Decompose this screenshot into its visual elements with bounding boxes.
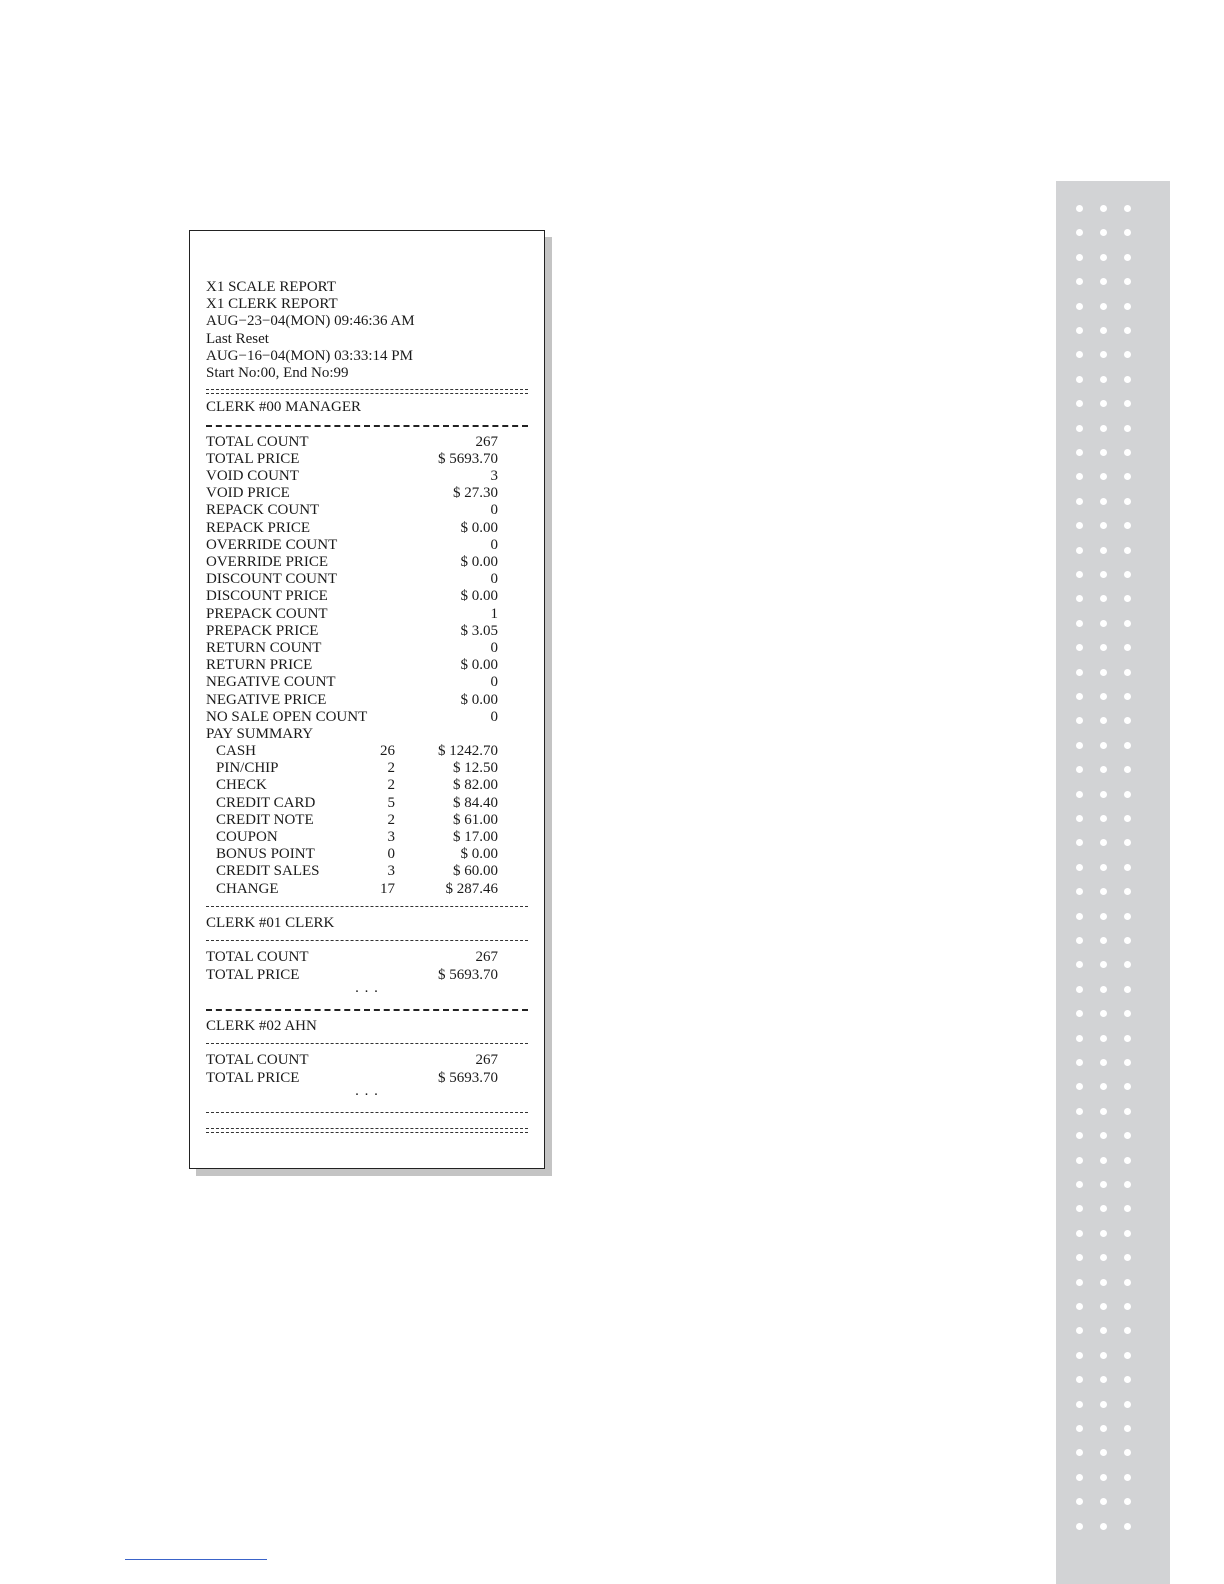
- row-count: 5: [387, 794, 395, 811]
- strip-dot: [1100, 766, 1107, 773]
- report-row: [206, 709, 536, 726]
- strip-dot: [1100, 473, 1107, 480]
- strip-dot: [1100, 1425, 1107, 1432]
- row-count: 2: [387, 777, 395, 794]
- strip-dot: [1100, 278, 1107, 285]
- strip-dot: [1124, 522, 1131, 529]
- row-label: CREDIT SALES: [216, 863, 320, 880]
- pay-row: [206, 743, 536, 760]
- strip-dot: [1100, 937, 1107, 944]
- strip-dot: [1076, 229, 1083, 236]
- pay-row: [206, 760, 536, 777]
- strip-dot: [1076, 1425, 1083, 1432]
- strip-dot: [1076, 205, 1083, 212]
- strip-dot: [1100, 1327, 1107, 1334]
- strip-dot: [1100, 205, 1107, 212]
- strip-dot: [1124, 1010, 1131, 1017]
- strip-dot: [1100, 595, 1107, 602]
- strip-dot: [1124, 473, 1131, 480]
- row-label: CHECK: [216, 777, 267, 794]
- strip-dot: [1076, 1205, 1083, 1212]
- strip-dot: [1100, 1010, 1107, 1017]
- row-label: REPACK PRICE: [206, 519, 311, 536]
- strip-dot: [1124, 1327, 1131, 1334]
- strip-dot: [1100, 400, 1107, 407]
- strip-dot: [1124, 547, 1131, 554]
- row-value: 0: [490, 674, 498, 691]
- row-label: PREPACK COUNT: [206, 605, 328, 622]
- strip-dot: [1076, 1401, 1083, 1408]
- strip-dot: [1124, 595, 1131, 602]
- strip-dot: [1076, 742, 1083, 749]
- row-value: $ 3.05: [460, 622, 498, 639]
- strip-dot: [1124, 839, 1131, 846]
- row-value: 0: [490, 571, 498, 588]
- report-row: [206, 588, 536, 605]
- row-value: 0: [490, 708, 498, 725]
- report-row: [206, 949, 536, 966]
- report-row: [206, 571, 536, 588]
- pay-row: [206, 863, 536, 880]
- strip-dot: [1100, 1449, 1107, 1456]
- row-value: $ 61.00: [453, 811, 498, 828]
- strip-dot: [1076, 571, 1083, 578]
- strip-dot: [1124, 498, 1131, 505]
- strip-dot: [1124, 1132, 1131, 1139]
- strip-dot: [1124, 961, 1131, 968]
- row-label: CREDIT NOTE: [216, 811, 314, 828]
- strip-dot: [1100, 1401, 1107, 1408]
- row-value: 0: [490, 502, 498, 519]
- row-label: DISCOUNT COUNT: [206, 571, 337, 588]
- row-value: $ 0.00: [460, 554, 498, 570]
- strip-dot: [1124, 937, 1131, 944]
- strip-dot: [1100, 522, 1107, 529]
- strip-dot: [1076, 1254, 1083, 1261]
- strip-dot: [1124, 449, 1131, 456]
- pay-row: [206, 829, 536, 846]
- pay-row: [206, 777, 536, 794]
- row-value: $ 5693.70: [438, 450, 498, 467]
- strip-dot: [1076, 547, 1083, 554]
- strip-dot: [1124, 1205, 1131, 1212]
- strip-dot: [1100, 791, 1107, 798]
- strip-dot: [1124, 644, 1131, 651]
- strip-dot: [1100, 351, 1107, 358]
- row-value: $ 5693.70: [438, 1069, 498, 1086]
- row-label: OVERRIDE PRICE: [206, 554, 329, 570]
- row-value: 267: [475, 433, 498, 450]
- strip-dot: [1076, 327, 1083, 334]
- report-row: [206, 554, 536, 571]
- pay-row: [206, 881, 536, 898]
- strip-dot: [1124, 815, 1131, 822]
- row-label: CASH: [216, 743, 257, 760]
- strip-dot: [1100, 1498, 1107, 1505]
- row-label: NEGATIVE COUNT: [206, 674, 336, 691]
- row-label: CREDIT CARD: [216, 794, 316, 811]
- strip-dot: [1100, 888, 1107, 895]
- strip-dot: [1076, 1327, 1083, 1334]
- range-line: Start No:00, End No:99: [206, 364, 349, 381]
- strip-dot: [1100, 644, 1107, 651]
- strip-dot: [1100, 1035, 1107, 1042]
- row-label: CHANGE: [216, 880, 279, 897]
- strip-dot: [1076, 620, 1083, 627]
- strip-dot: [1124, 1254, 1131, 1261]
- strip-dot: [1076, 1059, 1083, 1066]
- strip-dot: [1124, 1523, 1131, 1530]
- row-value: $ 1242.70: [438, 743, 498, 760]
- strip-dot: [1124, 717, 1131, 724]
- dash-rule: [206, 932, 536, 949]
- bold-rule: [206, 1001, 536, 1018]
- strip-dot: [1100, 742, 1107, 749]
- strip-dot: [1100, 669, 1107, 676]
- strip-dot: [1076, 937, 1083, 944]
- row-value: 267: [475, 949, 498, 966]
- strip-dot: [1100, 1157, 1107, 1164]
- strip-dot: [1076, 595, 1083, 602]
- double-rule: [206, 382, 536, 399]
- row-label: DISCOUNT PRICE: [206, 588, 328, 605]
- strip-dot: [1124, 1303, 1131, 1310]
- strip-dot: [1076, 913, 1083, 920]
- row-label: TOTAL COUNT: [206, 1052, 309, 1069]
- row-value: $ 5693.70: [438, 966, 498, 983]
- strip-dot: [1100, 1376, 1107, 1383]
- strip-dot: [1100, 1205, 1107, 1212]
- pay-row: [206, 795, 536, 812]
- row-value: 267: [475, 1052, 498, 1069]
- clerk-0-title: CLERK #00 MANAGER: [206, 399, 362, 416]
- strip-dot: [1124, 571, 1131, 578]
- strip-dot: [1076, 351, 1083, 358]
- row-label: NO SALE OPEN COUNT: [206, 708, 368, 725]
- row-value: $ 17.00: [453, 829, 498, 845]
- strip-dot: [1124, 864, 1131, 871]
- row-label: REPACK COUNT: [206, 502, 320, 519]
- row-label: RETURN PRICE: [206, 657, 313, 674]
- report-row: [206, 520, 536, 537]
- strip-dot: [1076, 1181, 1083, 1188]
- report-row: [206, 468, 536, 485]
- strip-dot: [1076, 766, 1083, 773]
- dash-rule: [206, 1035, 536, 1052]
- strip-dot: [1100, 449, 1107, 456]
- ellipsis: . . .: [355, 1082, 379, 1099]
- pay-row: [206, 812, 536, 829]
- row-value: $ 82.00: [453, 777, 498, 794]
- row-value: 3: [490, 468, 498, 485]
- strip-dot: [1124, 1279, 1131, 1286]
- row-label: COUPON: [216, 829, 278, 845]
- row-label: TOTAL PRICE: [206, 450, 300, 467]
- strip-dot: [1100, 1083, 1107, 1090]
- strip-dot: [1076, 864, 1083, 871]
- row-value: $ 0.00: [460, 657, 498, 674]
- strip-dot: [1100, 717, 1107, 724]
- strip-dot: [1076, 1279, 1083, 1286]
- strip-dot: [1124, 888, 1131, 895]
- strip-dot: [1124, 791, 1131, 798]
- row-value: $ 0.00: [460, 691, 498, 708]
- strip-dot: [1076, 303, 1083, 310]
- row-label: TOTAL COUNT: [206, 433, 309, 450]
- strip-dot: [1100, 1181, 1107, 1188]
- row-label: VOID PRICE: [206, 485, 290, 502]
- strip-dot: [1124, 229, 1131, 236]
- strip-dot: [1076, 717, 1083, 724]
- strip-dot: [1100, 986, 1107, 993]
- strip-dot: [1076, 961, 1083, 968]
- strip-dot: [1100, 229, 1107, 236]
- strip-dot: [1124, 205, 1131, 212]
- strip-dot: [1124, 327, 1131, 334]
- strip-dot: [1076, 376, 1083, 383]
- strip-dot: [1076, 693, 1083, 700]
- strip-dot: [1100, 815, 1107, 822]
- strip-dot: [1100, 425, 1107, 432]
- strip-dot: [1100, 693, 1107, 700]
- strip-dot: [1100, 1254, 1107, 1261]
- strip-dot: [1124, 1498, 1131, 1505]
- strip-dot: [1076, 400, 1083, 407]
- strip-dot: [1124, 376, 1131, 383]
- report-title-clerk: X1 CLERK REPORT: [206, 296, 338, 313]
- strip-dot: [1100, 1279, 1107, 1286]
- strip-dot: [1100, 864, 1107, 871]
- strip-dot: [1100, 1230, 1107, 1237]
- report-row: [206, 485, 536, 502]
- strip-dot: [1076, 1083, 1083, 1090]
- strip-dot: [1076, 1474, 1083, 1481]
- report-row: [206, 623, 536, 640]
- report-row: [206, 692, 536, 709]
- strip-dot: [1076, 644, 1083, 651]
- strip-dot: [1124, 1230, 1131, 1237]
- strip-dot: [1124, 303, 1131, 310]
- row-label: NEGATIVE PRICE: [206, 691, 327, 708]
- row-value: $ 287.46: [445, 880, 498, 897]
- row-value: $ 27.30: [453, 485, 498, 502]
- strip-dot: [1100, 547, 1107, 554]
- row-count: 2: [387, 760, 395, 777]
- strip-dot: [1124, 400, 1131, 407]
- strip-dot: [1100, 1303, 1107, 1310]
- strip-dot: [1124, 766, 1131, 773]
- strip-dot: [1100, 1474, 1107, 1481]
- row-count: 3: [387, 863, 395, 880]
- row-label: PREPACK PRICE: [206, 622, 319, 639]
- dash-rule: [206, 1104, 536, 1121]
- strip-dot: [1100, 1059, 1107, 1066]
- strip-dot: [1124, 986, 1131, 993]
- row-label: OVERRIDE COUNT: [206, 536, 338, 553]
- row-value: $ 0.00: [460, 588, 498, 605]
- row-label: TOTAL COUNT: [206, 949, 309, 966]
- strip-dot: [1076, 1035, 1083, 1042]
- strip-dot: [1100, 1108, 1107, 1115]
- strip-dot: [1076, 498, 1083, 505]
- strip-dot: [1100, 303, 1107, 310]
- row-count: 3: [387, 829, 395, 845]
- strip-dot: [1100, 961, 1107, 968]
- strip-dot: [1076, 839, 1083, 846]
- strip-dot: [1100, 376, 1107, 383]
- strip-dot: [1100, 1523, 1107, 1530]
- strip-dot: [1124, 913, 1131, 920]
- strip-dot: [1124, 1425, 1131, 1432]
- clerk-2-title: CLERK #02 AHN: [206, 1018, 317, 1035]
- strip-dot: [1124, 669, 1131, 676]
- strip-dot: [1076, 791, 1083, 798]
- strip-dot: [1076, 1352, 1083, 1359]
- strip-dot: [1076, 1157, 1083, 1164]
- strip-dot: [1124, 1157, 1131, 1164]
- strip-dot: [1100, 571, 1107, 578]
- strip-dot: [1124, 1083, 1131, 1090]
- clerk-1-title: CLERK #01 CLERK: [206, 914, 335, 931]
- strip-dot: [1076, 278, 1083, 285]
- strip-dot: [1124, 1108, 1131, 1115]
- report-row: [206, 451, 536, 468]
- strip-dot: [1076, 1303, 1083, 1310]
- row-count: 2: [387, 811, 395, 828]
- strip-dot: [1076, 1376, 1083, 1383]
- report-row: [206, 502, 536, 519]
- strip-dot: [1100, 913, 1107, 920]
- strip-dot: [1076, 888, 1083, 895]
- strip-dot: [1124, 1474, 1131, 1481]
- report-row: [206, 674, 536, 691]
- strip-dot: [1124, 1181, 1131, 1188]
- last-reset-datetime: AUG−16−04(MON) 03:33:14 PM: [206, 347, 413, 364]
- strip-dot: [1100, 620, 1107, 627]
- row-count: 0: [387, 846, 395, 863]
- strip-dot: [1124, 351, 1131, 358]
- strip-dot: [1076, 1132, 1083, 1139]
- strip-dot: [1100, 1132, 1107, 1139]
- strip-dot: [1124, 742, 1131, 749]
- strip-dot: [1076, 1498, 1083, 1505]
- double-rule: [206, 1121, 536, 1138]
- row-label: BONUS POINT: [216, 846, 315, 863]
- strip-dot: [1100, 327, 1107, 334]
- strip-dot: [1124, 693, 1131, 700]
- strip-dot: [1124, 620, 1131, 627]
- dash-rule: [206, 898, 536, 915]
- row-value: 1: [490, 605, 498, 622]
- strip-dot: [1100, 498, 1107, 505]
- row-value: $ 0.00: [460, 519, 498, 536]
- strip-dot: [1124, 278, 1131, 285]
- report-row: [206, 657, 536, 674]
- row-count: 17: [380, 880, 395, 897]
- strip-dot: [1076, 669, 1083, 676]
- strip-dot: [1076, 1449, 1083, 1456]
- report-row: [206, 537, 536, 554]
- pay-row: [206, 846, 536, 863]
- strip-dot: [1076, 473, 1083, 480]
- row-value: 0: [490, 639, 498, 656]
- row-label: TOTAL PRICE: [206, 966, 300, 983]
- last-reset-label: Last Reset: [206, 330, 269, 347]
- row-value: $ 60.00: [453, 863, 498, 880]
- report-title-scale: X1 SCALE REPORT: [206, 279, 336, 295]
- row-label: TOTAL PRICE: [206, 1069, 300, 1086]
- strip-dot: [1076, 986, 1083, 993]
- side-dot-strip: [1056, 181, 1170, 1584]
- strip-dot: [1076, 522, 1083, 529]
- ellipsis: . . .: [355, 979, 379, 996]
- row-value: $ 0.00: [460, 846, 498, 863]
- row-value: $ 12.50: [453, 760, 498, 777]
- strip-dot: [1076, 425, 1083, 432]
- pay-summary-title: PAY SUMMARY: [206, 725, 314, 742]
- receipt-content: [206, 279, 536, 1138]
- strip-dot: [1124, 1352, 1131, 1359]
- strip-dot: [1076, 449, 1083, 456]
- strip-dot: [1076, 1523, 1083, 1530]
- strip-dot: [1076, 815, 1083, 822]
- strip-dot: [1124, 1401, 1131, 1408]
- row-label: PIN/CHIP: [216, 760, 279, 777]
- row-value: $ 84.40: [453, 794, 498, 811]
- strip-dot: [1124, 1376, 1131, 1383]
- strip-dot: [1076, 254, 1083, 261]
- strip-dot: [1124, 254, 1131, 261]
- strip-dot: [1100, 1352, 1107, 1359]
- strip-dot: [1124, 425, 1131, 432]
- strip-dot: [1124, 1035, 1131, 1042]
- report-datetime: AUG−23−04(MON) 09:46:36 AM: [206, 313, 415, 330]
- bold-rule: [206, 417, 536, 434]
- strip-dot: [1076, 1230, 1083, 1237]
- strip-dot: [1124, 1449, 1131, 1456]
- strip-dot: [1076, 1108, 1083, 1115]
- row-label: RETURN COUNT: [206, 639, 322, 656]
- footer-rule: [125, 1559, 267, 1560]
- strip-dot: [1076, 1010, 1083, 1017]
- row-count: 26: [380, 743, 395, 760]
- report-row: [206, 434, 536, 451]
- strip-dot: [1100, 839, 1107, 846]
- row-value: 0: [490, 536, 498, 553]
- report-row: [206, 1052, 536, 1069]
- strip-dot: [1124, 1059, 1131, 1066]
- report-row: [206, 640, 536, 657]
- row-label: VOID COUNT: [206, 468, 299, 485]
- strip-dot: [1100, 254, 1107, 261]
- report-row: [206, 606, 536, 623]
